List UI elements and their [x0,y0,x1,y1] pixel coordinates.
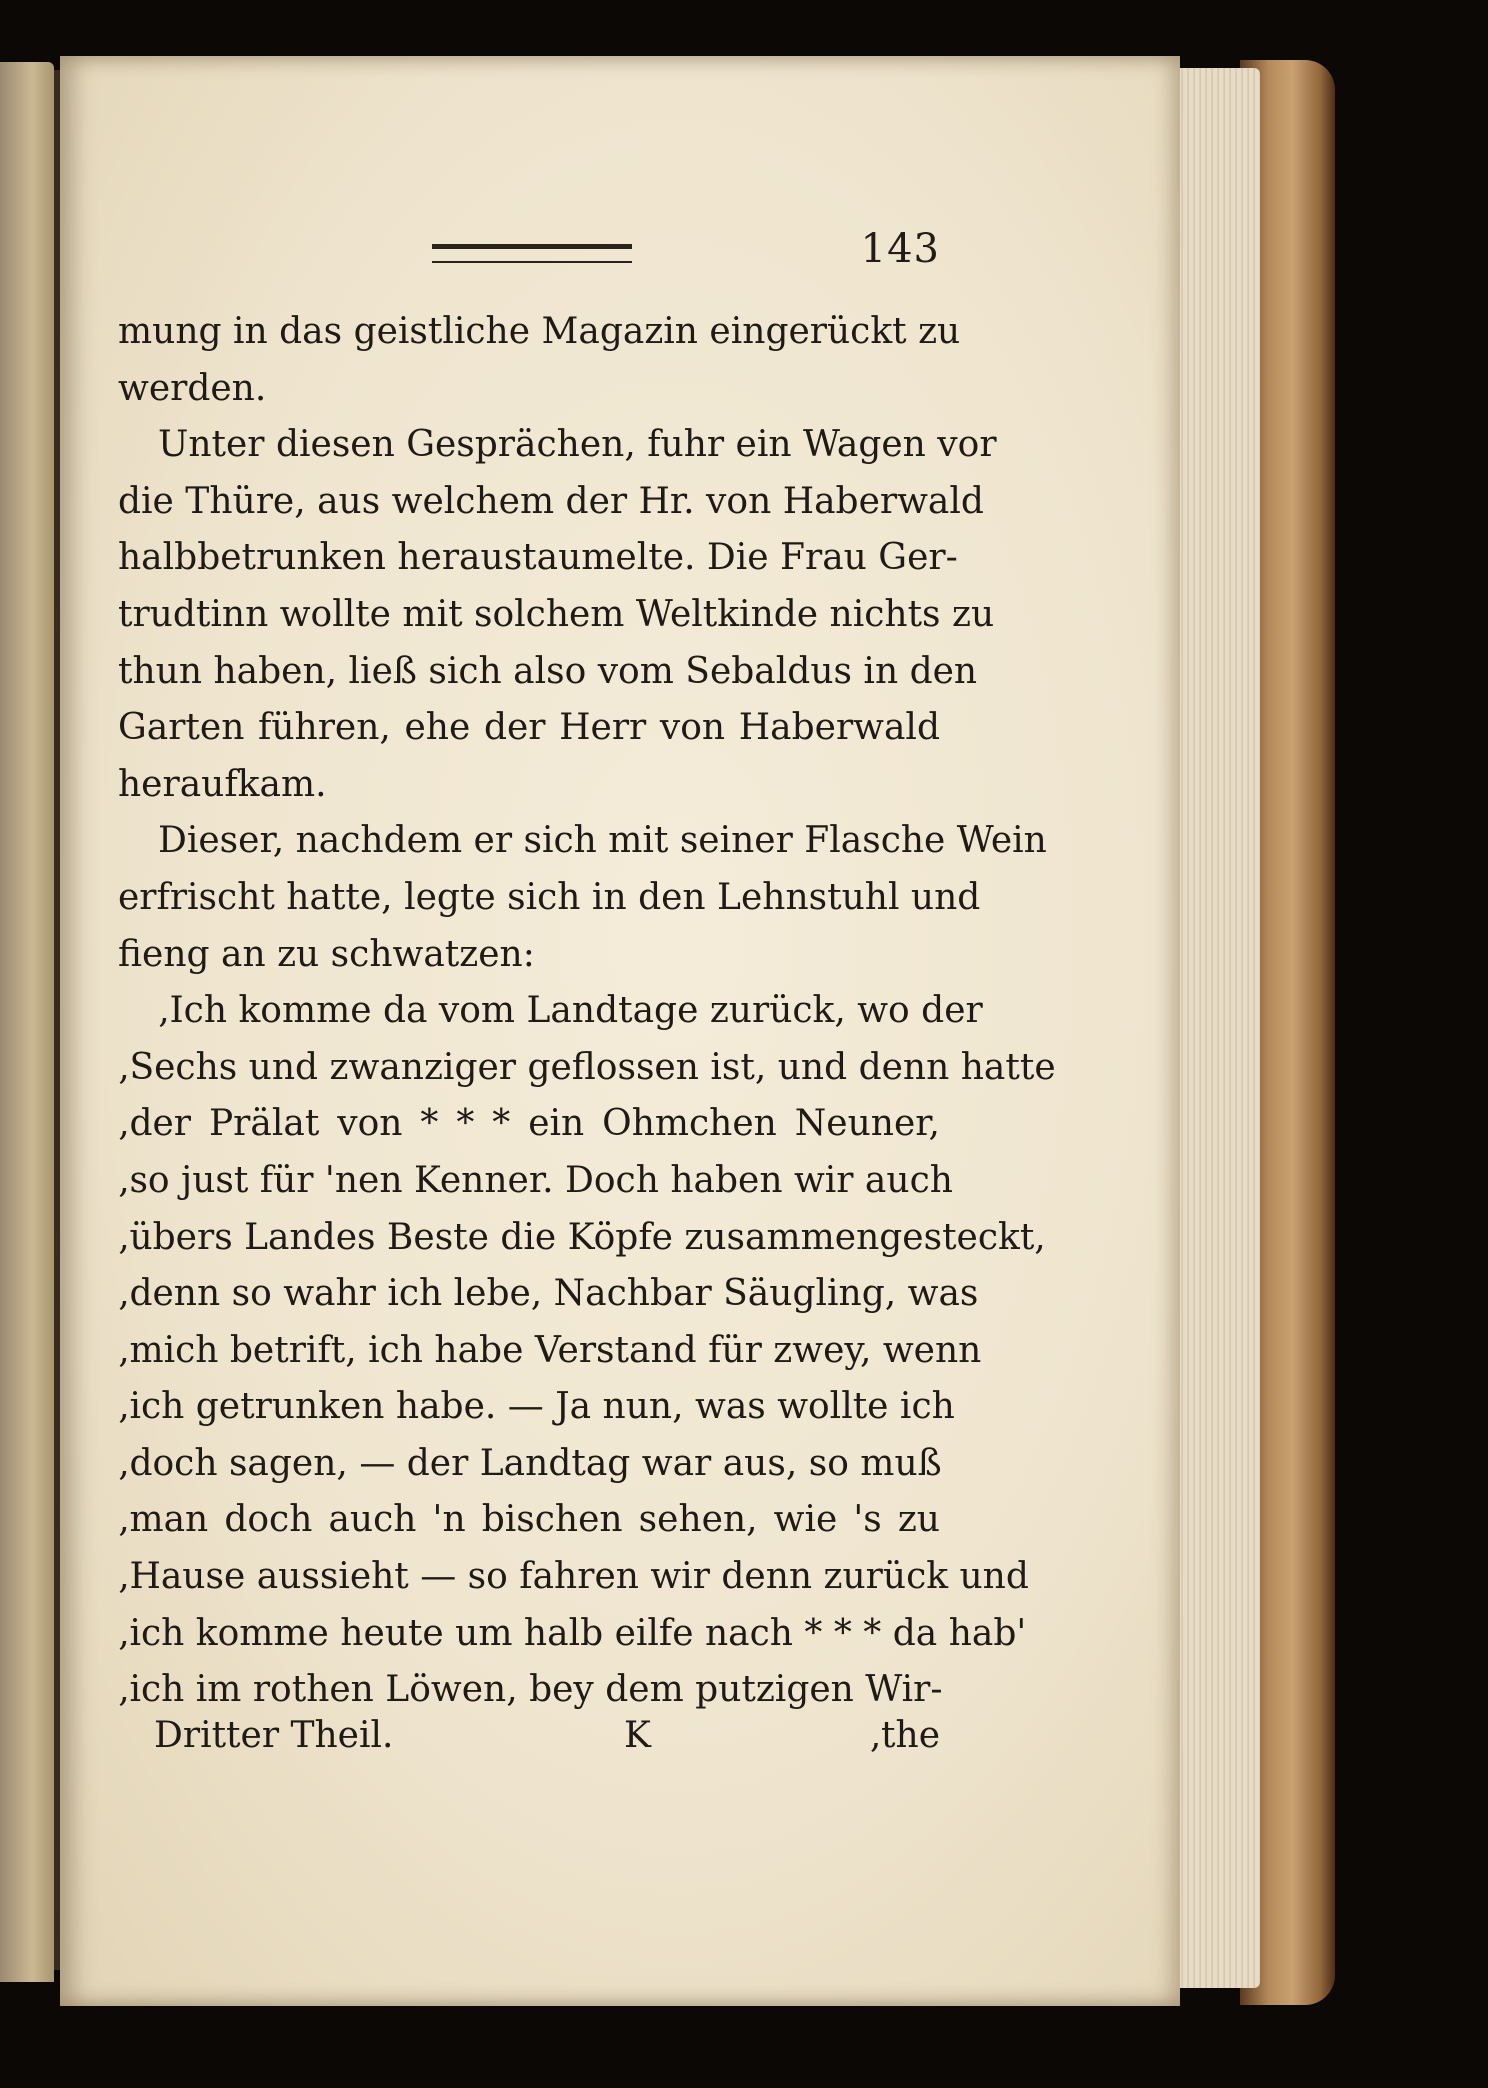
body-text [118,304,1056,1719]
text-line: Unter diesen Gesprächen, fuhr ein Wagen vor [158,424,997,466]
signature-mark: K [624,1715,651,1756]
text-line: ‚Hause aussieht — so fahren wir denn zurück und [118,1556,1029,1598]
text-line: fieng an zu schwatzen: [118,933,535,975]
text-line: ‚der Prälat von * * * ein Ohmchen Neuner, [118,1103,940,1145]
text-line: ‚ich komme heute um halb eilfe nach * * * da hab' [118,1612,1027,1654]
text-line: Garten führen, ehe der Herr von Haberwald [118,707,940,749]
text-line: ‚übers Landes Beste die Köpfe zusammengesteckt, [118,1216,1046,1258]
text-line: thun haben, ließ sich also vom Sebaldus in den [118,650,978,692]
text-line: halbbetrunken heraustaumelte. Die Frau Ger- [118,537,958,579]
text-line: ‚denn so wahr ich lebe, Nachbar Säugling, was [118,1273,979,1315]
text-line: ‚Ich komme da vom Landtage zurück, wo der [158,990,983,1032]
header-rule [432,244,632,263]
text-line: ‚man doch auch 'n bischen sehen, wie 's zu [118,1499,940,1541]
text-line: ‚so just für 'nen Kenner. Doch haben wir auch [118,1159,953,1201]
page-number: 143 [860,226,940,272]
signature-title: Dritter Theil. [154,1715,394,1756]
text-line: erfrischt hatte, legte sich in den Lehnstuhl und [118,876,981,918]
catchword: ‚the [869,1715,940,1756]
text-line: ‚ich getrunken habe. — Ja nun, was wollte ich [118,1386,955,1428]
text-line: ‚doch sagen, — der Landtag war aus, so muß [118,1442,942,1484]
page-footer [154,1710,940,1762]
text-line: trudtinn wollte mit solchem Weltkinde nichts zu [118,593,995,635]
text-line: ‚ich im rothen Löwen, bey dem putzigen Wir- [118,1669,943,1711]
facing-page-edge [0,62,54,1982]
text-line: die Thüre, aus welchem der Hr. von Haberwald [118,480,984,522]
text-line: ‚Sechs und zwanziger geflossen ist, und denn hatte [118,1046,1056,1088]
text-line: Dieser, nachdem er sich mit seiner Flasche Wein [158,820,1047,862]
text-line: ‚mich betrift, ich habe Verstand für zwey, wenn [118,1329,982,1371]
text-line: mung in das geistliche Magazin eingerückt zu [118,311,961,352]
text-line: werden. [118,367,267,409]
text-line: heraufkam. [118,763,327,805]
